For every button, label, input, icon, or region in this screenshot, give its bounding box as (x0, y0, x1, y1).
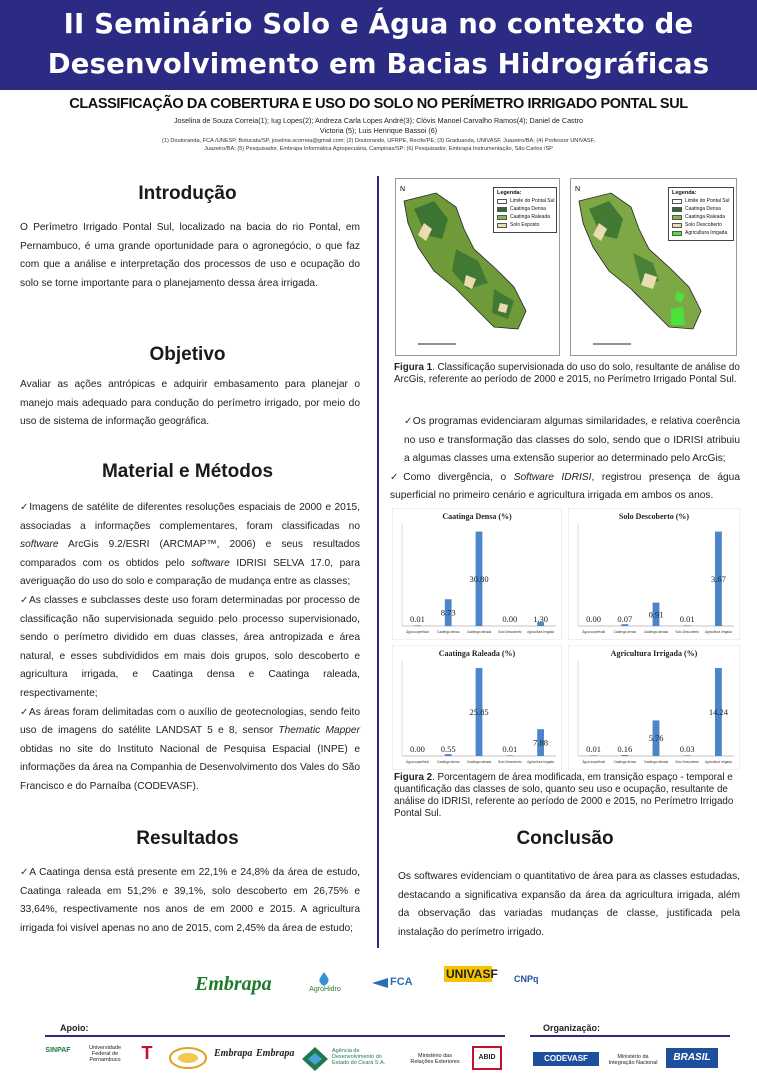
brasil-logo: BRASIL (666, 1048, 718, 1068)
affiliations (60, 138, 697, 153)
intro-heading: Introdução (138, 183, 237, 204)
data-label: 1.30 (533, 614, 549, 624)
bar (506, 755, 513, 756)
x-tick-label: Água superficial (406, 630, 429, 634)
x-tick-label: Solo Descoberto (498, 760, 522, 764)
check-icon: ✓ (20, 867, 30, 878)
x-tick-label: Caatinga densa (437, 630, 460, 634)
bar (621, 624, 628, 626)
figure-2-label: Figura 2 (394, 772, 433, 783)
bar (684, 755, 691, 756)
x-tick-label: Água superficial (582, 630, 605, 634)
figure-1-text: . Classificação supervisionada do uso do solo, resultante de análise do ArcGis, referente ao período de 2000 e 2015, no Perímetro Irrigado Pontal Sul. (394, 362, 740, 385)
embrapa-logo (195, 970, 275, 1000)
chart-solo-descoberto (568, 508, 740, 640)
x-tick-label: Agricultura Irrigada (527, 760, 555, 764)
metodos-p1c: IDRISI SELVA 17.0, para averiguação do uso do solo e comparação de mudança entre as classes; (20, 557, 361, 588)
chart-title: Solo Descoberto (%) (618, 512, 690, 521)
check-icon: ✓ (20, 594, 29, 606)
legend-swatch (497, 215, 507, 220)
univasf-logo (444, 966, 498, 1000)
x-tick-label: Solo Descoberto (675, 760, 699, 764)
chart-title: Agricultura Irrigada (%) (610, 649, 698, 658)
chart-agricultura-irrigada (568, 645, 740, 770)
chart-solo-descoberto-svg (568, 508, 740, 640)
conclusao-text: Os softwares evidenciam o quantitativo de área para as classes estudadas, destacando a significativa expansão da área da agricultura irrigada, além da observação das variadas mudanças de classe, justificada pela instalação do perímetro irrigado. (398, 871, 740, 938)
finding-2a: Como divergência, o (403, 471, 514, 483)
objetivo-heading: Objetivo (149, 344, 226, 365)
fca-logo-text: FCA (390, 976, 413, 988)
authors-line-2: Victoria (5); Luis Henrique Bassoi (6) (319, 126, 438, 135)
figure-2-text: . Porcentagem de área modificada, em transição espaço - temporal e quantificação das classes de solo, quanto seu uso e ocupação, resultante de análise do IDRISI, referente ao período de 2000 e 2015, no Perímetro Irrigado Pontal Sul. (394, 772, 734, 819)
legend-item (672, 198, 730, 204)
metodos-p1a: Imagens de satélite de diferentes resoluções espaciais de 2000 e 2015, associadas a informações complementares, foram classificadas no (20, 502, 360, 532)
resultados-body: A Caatinga densa está presente em 22,1% e 24,8% da área de estudo, Caatinga raleada em 51,2% e 39,1%, solo descoberto em 26,75% e 33,64%, respectivamente nos anos de em 2000 e 2015. A agricultura irrigada foi visível apenas no ano de 2015, com 2,45% da área de estudo; (20, 867, 360, 934)
intro-text: O Perímetro Irrigado Pontal Sul, localizado na bacia do rio Pontal, em Pernambuco, é uma grande oportunidade para o agronegócio, o que faz com que a análise e interpretação dos processos de uso e ocupação do solo se torne importante para o planejamento dessa área irrigada. (20, 222, 360, 289)
x-tick-label: Caatinga raleada (643, 630, 669, 634)
univasf-logo-text: UNIVASF (446, 967, 498, 981)
legend-swatch (497, 207, 507, 212)
ufpe-logo: Universidade Federal de Pernambuco (88, 1045, 122, 1063)
bar (445, 754, 452, 756)
sinpaf-logo: SINPAF (45, 1047, 71, 1054)
agrohidro-logo (300, 972, 350, 1002)
agrohidro-drop-icon (314, 972, 334, 986)
data-label: 0.01 (409, 614, 425, 624)
x-tick-label: Agricultura Irrigada (704, 760, 732, 764)
north-arrow-label: N (400, 186, 406, 193)
affiliations-line-1: (1) Doutoranda, FCA /UNESP, Botucatu/SP, joselina.scorreia@gmail.com; (2) Doutorando, UFRPE, Recife/PE; (3) Graduanda, UNIVASF, Juazeiro/BA; (4) Professor UNIVASF, (161, 138, 596, 144)
x-tick-label: Água superficial (406, 760, 429, 764)
legend-label: Limite do Pontal Sul (685, 198, 730, 204)
chart-caatinga-raleada (392, 645, 562, 770)
legend-item (497, 214, 553, 220)
data-label: 5.76 (648, 733, 664, 744)
map-2015 (570, 178, 737, 356)
check-icon: ✓ (20, 502, 30, 513)
metodos-text (20, 499, 360, 797)
data-label: 8.73 (440, 607, 456, 618)
adece-logo: Agência de Desenvolvimento do Estado do Ceará S.A. (332, 1048, 386, 1066)
map-2015-legend (668, 187, 734, 241)
bar (621, 755, 628, 756)
legend-swatch (672, 231, 682, 236)
x-tick-label: Agricultura Irrigada (527, 630, 555, 634)
chart-title: Caatinga Raleada (%) (438, 649, 516, 658)
legend-label: Caatinga Densa (510, 206, 546, 212)
banner-line-1: II Seminário Solo e Água no contexto de (63, 8, 694, 40)
authors (60, 116, 697, 136)
chart-title: Caatinga Densa (%) (442, 512, 512, 521)
seminar-banner (0, 0, 757, 90)
legend-swatch (497, 223, 507, 228)
x-tick-label: Caatinga densa (613, 630, 636, 634)
metodos-p1-software-1: software (20, 539, 59, 551)
legend-item (672, 214, 730, 220)
banner-line-2: Desenvolvimento em Bacias Hidrográficas (47, 48, 710, 80)
embrapa-logo-small: Embrapa (256, 1048, 295, 1059)
metodos-p3a: As áreas foram delimitadas com o auxílio de geotecnologias, sendo feito uso de imagens do satélite LANDSAT 5 e 8, sensor (20, 706, 360, 737)
finding-1-text: Os programas evidenciaram algumas similaridades, e relativa coerência no uso e transformação das classes do solo, sendo que o IDRISI atribuiu a algumas classes uma extensão superior ao determinado pelo ArcGis; (404, 416, 740, 465)
cnpq-logo-text: CNPq (514, 974, 539, 984)
bar (414, 625, 421, 626)
organizacao-label: Organização: (543, 1023, 601, 1033)
legend-title: Legenda: (497, 190, 522, 196)
mre-logo: Ministério das Relações Exteriores (410, 1053, 460, 1065)
data-label: 14.24 (708, 707, 728, 718)
finding-2 (390, 469, 740, 506)
x-tick-label: Solo Descoberto (498, 630, 522, 634)
adece-emblem-icon (300, 1045, 330, 1073)
finding-2-software: Software IDRISI (513, 471, 592, 483)
agrohidro-logo-text: AgroHidro (309, 986, 341, 993)
x-tick-label: Caatinga raleada (643, 760, 669, 764)
legend-label: Solo Exposto (510, 222, 540, 228)
codevasf-logo: CODEVASF (533, 1052, 599, 1066)
legend-item (497, 206, 553, 212)
t-logo: T (141, 1043, 153, 1063)
legend-label: Caatinga Raleada (685, 214, 726, 220)
data-label: 25.85 (469, 707, 489, 718)
legend-swatch (672, 215, 682, 220)
resultados-heading: Resultados (136, 828, 239, 849)
x-tick-label: Água superficial (582, 760, 605, 764)
figure-1-caption (394, 362, 740, 386)
legend-item (672, 222, 730, 228)
embrapa-logo-text: Embrapa (195, 973, 272, 995)
check-icon: ✓ (390, 471, 404, 483)
chart-caatinga-densa (392, 508, 562, 640)
data-label: 0.01 (502, 744, 518, 754)
legend-label: Agricultura Irrigada (685, 230, 728, 236)
metodos-p1-software-2: software (191, 557, 230, 569)
check-icon: ✓ (404, 416, 413, 427)
finding-2b: , registrou presença de água superficial no primeiro cenário e agricultura irrigada em ambos os anos. (390, 471, 740, 502)
organizacao-rule (530, 1035, 730, 1037)
data-label: 0.00 (502, 614, 518, 624)
legend-item (672, 230, 730, 236)
map-2000-legend (493, 187, 557, 233)
legend-item (497, 222, 553, 228)
embrapa-logo-small: Embrapa (214, 1048, 253, 1059)
figure-1-label: Figura 1 (394, 362, 433, 373)
findings-text (390, 413, 740, 506)
legend-item (672, 206, 730, 212)
x-tick-label: Agricultura Irrigada (704, 630, 732, 634)
legend-label: Limite do Pontal Sul (510, 198, 555, 204)
data-label: 3.67 (710, 573, 726, 584)
data-label: 0.07 (617, 614, 633, 624)
objetivo-text: Avaliar as ações antrópicas e adquirir embasamento para planejar o manejo mais adequado para condução do perímetro irrigado, por meio do uso de sistema de informação geográfica. (20, 379, 360, 428)
legend-swatch (672, 207, 682, 212)
circular-logo-icon (168, 1046, 208, 1070)
legend-label: Caatinga Raleada (510, 214, 551, 220)
chart-caatinga-raleada-svg (392, 645, 562, 770)
column-divider (377, 176, 379, 948)
authors-line-1: Joselina de Souza Correia(1); Iug Lopes(2); Andreza Carla Lopes André(3); Clóvis Manoel Carvalho Ramos(4); Daniel de Castro (173, 116, 584, 125)
x-tick-label: Solo Descoberto (675, 630, 699, 634)
legend-swatch (672, 223, 682, 228)
legend-label: Solo Descoberto (685, 222, 722, 228)
north-arrow-label: N (575, 186, 581, 193)
data-label: 0.00 (586, 614, 602, 624)
bar (590, 755, 597, 756)
metodos-p3b: obtidas no site do Instituto Nacional de Pesquisa Espacial (INPE) e informações da área na Companhia de Desenvolvimento dos Vales do São Francisco e do Parnaíba (CODEVASF). (20, 743, 360, 792)
data-label: 0.01 (679, 614, 695, 624)
fca-logo (372, 974, 428, 994)
ministerio-integracao-logo: Ministério da Integração Nacional (608, 1054, 658, 1066)
data-label: 30.80 (469, 573, 489, 584)
legend-label: Caatinga Densa (685, 206, 721, 212)
data-label: 0.91 (648, 609, 664, 620)
data-label: 7.88 (533, 737, 549, 748)
x-tick-label: Caatinga raleada (466, 630, 492, 634)
data-label: 0.01 (586, 744, 602, 754)
metodos-p2: As classes e subclasses deste uso foram determinadas por processo de classificação não supervisionada seguido pelo processo supervisionado, sendo o perímetro dividido em duas classes, área antropizada e área natural, e esses subdivididos em mais dois grupos, solo descoberto e agricultura irrigada, e Caatinga densa e Caatinga raleada, respectivamente; (20, 594, 360, 699)
apoio-label: Apoio: (60, 1023, 89, 1033)
finding-1 (390, 413, 740, 469)
legend-title: Legenda: (672, 190, 697, 196)
data-label: 0.16 (617, 744, 633, 754)
chart-caatinga-densa-svg (392, 508, 562, 640)
cnpq-logo (514, 974, 559, 994)
chart-agricultura-irrigada-svg (568, 645, 740, 770)
legend-swatch (497, 199, 507, 204)
figure-2-caption (394, 772, 740, 820)
affiliations-line-2: Juazeiro/BA; (5) Pesquisador, Embrapa Informática Agropecuária, Campinas/SP; (6) Pesquisador, Embrapa Instrumentação, São Carlos /SP (204, 145, 553, 152)
resultados-text (20, 864, 360, 938)
check-icon: ✓ (20, 706, 29, 718)
data-label: 0.03 (679, 744, 695, 754)
fca-emblem-icon (372, 976, 388, 990)
metodos-p3-thematic-mapper: Thematic Mapper (278, 725, 360, 737)
legend-item (497, 198, 553, 204)
x-tick-label: Caatinga densa (437, 760, 460, 764)
legend-swatch (672, 199, 682, 204)
abid-logo: ABID (472, 1046, 502, 1070)
apoio-rule (45, 1035, 505, 1037)
x-tick-label: Caatinga raleada (466, 760, 492, 764)
bar (684, 625, 691, 626)
conclusao-heading: Conclusão (516, 828, 614, 849)
metodos-heading: Material e Métodos (101, 461, 274, 482)
x-tick-label: Caatinga densa (613, 760, 636, 764)
data-label: 0.55 (440, 744, 456, 754)
map-2000 (395, 178, 560, 356)
data-label: 0.00 (409, 744, 425, 754)
poster-title: CLASSIFICAÇÃO DA COBERTURA E USO DO SOLO NO PERÍMETRO IRRIGADO PONTAL SUL (69, 96, 688, 112)
metodos-p1b: ArcGis 9.2/ESRI (ARCMAP™, 2006) e seus resultados comparados com os obtidos pelo (20, 539, 360, 569)
